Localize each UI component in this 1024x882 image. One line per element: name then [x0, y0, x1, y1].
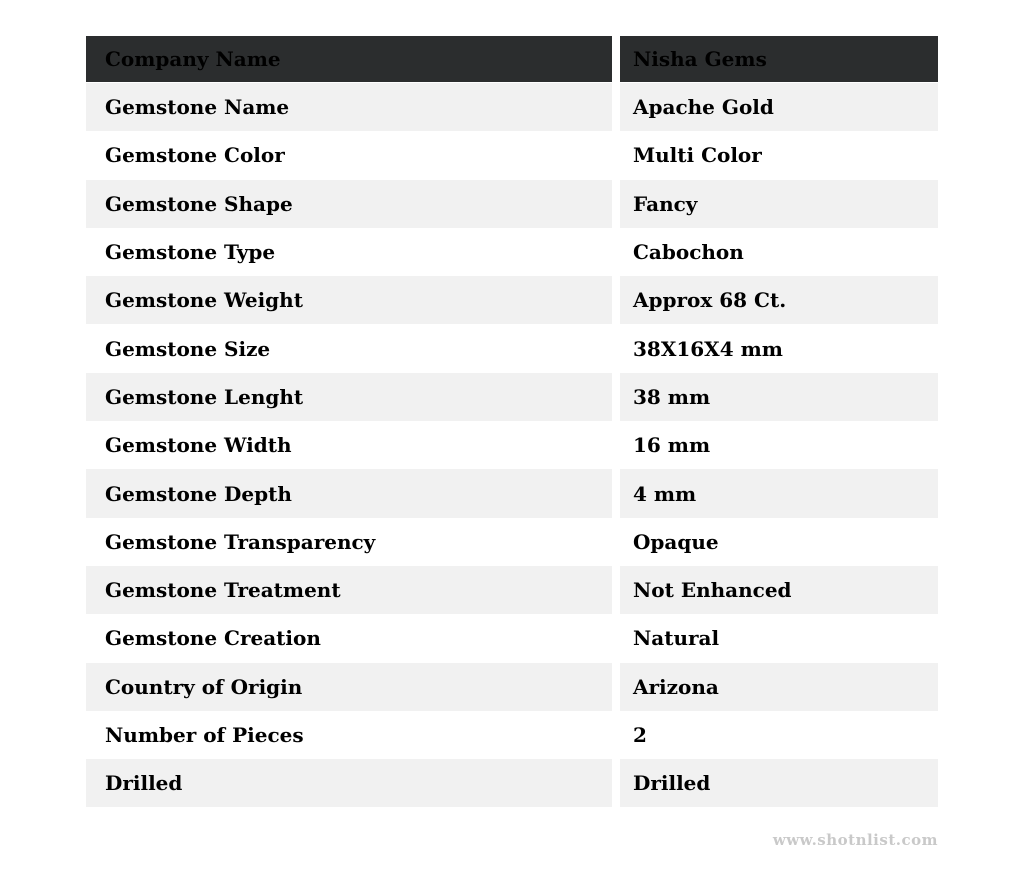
table-header-row	[86, 36, 938, 82]
table-row	[86, 373, 938, 421]
row-label-cell: Gemstone Name	[86, 83, 612, 131]
table-row	[86, 276, 938, 324]
table-row	[86, 83, 938, 131]
row-label-cell: Gemstone Depth	[86, 469, 612, 517]
row-value-cell: Apache Gold	[620, 83, 938, 131]
row-value-cell: 2	[620, 711, 938, 759]
row-label-cell: Number of Pieces	[86, 711, 612, 759]
watermark-text: www.shotnlist.com	[772, 831, 938, 849]
table-row	[86, 469, 938, 517]
row-value-cell: Not Enhanced	[620, 566, 938, 614]
row-label-cell: Gemstone Transparency	[86, 518, 612, 566]
row-label-cell: Gemstone Weight	[86, 276, 612, 324]
row-value-cell: Cabochon	[620, 228, 938, 276]
row-label-cell: Gemstone Type	[86, 228, 612, 276]
row-label-cell: Gemstone Color	[86, 131, 612, 179]
row-label-cell: Gemstone Width	[86, 421, 612, 469]
row-value-cell: Multi Color	[620, 131, 938, 179]
row-value-cell: 4 mm	[620, 469, 938, 517]
table-row	[86, 663, 938, 711]
row-value-cell: Approx 68 Ct.	[620, 276, 938, 324]
gemstone-spec-table	[86, 36, 938, 807]
row-label-cell: Country of Origin	[86, 663, 612, 711]
table-row	[86, 180, 938, 228]
row-value-cell: 38 mm	[620, 373, 938, 421]
header-label-cell: Company Name	[86, 36, 612, 82]
row-label-cell: Drilled	[86, 759, 612, 807]
row-value-cell: Natural	[620, 614, 938, 662]
table-row	[86, 324, 938, 372]
table-row	[86, 566, 938, 614]
row-label-cell: Gemstone Lenght	[86, 373, 612, 421]
table-row	[86, 614, 938, 662]
row-label-cell: Gemstone Creation	[86, 614, 612, 662]
row-value-cell: Drilled	[620, 759, 938, 807]
table-row	[86, 228, 938, 276]
row-label-cell: Gemstone Shape	[86, 180, 612, 228]
row-value-cell: Opaque	[620, 518, 938, 566]
row-value-cell: 16 mm	[620, 421, 938, 469]
row-value-cell: Fancy	[620, 180, 938, 228]
row-label-cell: Gemstone Size	[86, 324, 612, 372]
table-row	[86, 421, 938, 469]
table-row	[86, 518, 938, 566]
table-body	[86, 83, 938, 807]
row-label-cell: Gemstone Treatment	[86, 566, 612, 614]
row-value-cell: 38X16X4 mm	[620, 324, 938, 372]
header-value-cell: Nisha Gems	[620, 36, 938, 82]
row-value-cell: Arizona	[620, 663, 938, 711]
table-row	[86, 759, 938, 807]
table-row	[86, 711, 938, 759]
table-row	[86, 131, 938, 179]
